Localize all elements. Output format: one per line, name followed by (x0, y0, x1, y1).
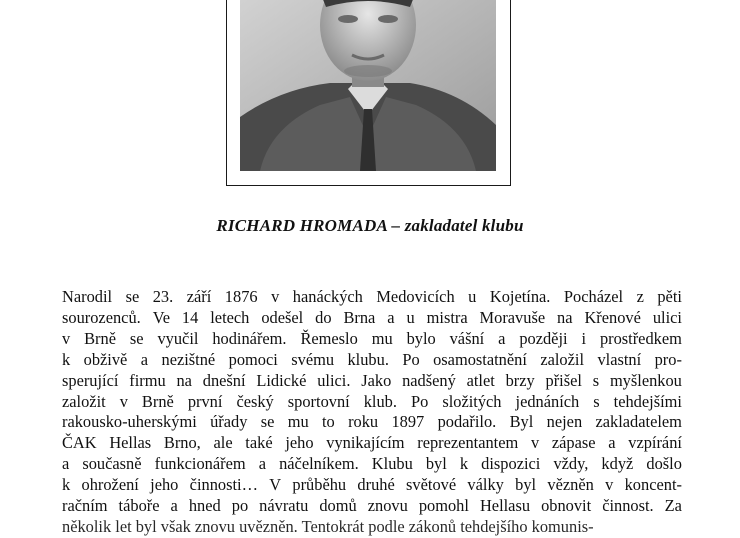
word: v (530, 433, 540, 453)
word: roku (348, 412, 379, 432)
word: táboře (118, 496, 160, 516)
word: ulici. (317, 370, 351, 390)
word: se (260, 412, 275, 432)
word: ohrožení (81, 475, 139, 495)
text-line (62, 392, 682, 413)
word: 1897 (391, 412, 425, 432)
word: hanáckých (292, 287, 363, 306)
word: nezištné (161, 349, 216, 369)
word: český (236, 391, 274, 411)
word: a (258, 454, 266, 474)
word: 23. (152, 287, 174, 306)
word: zápase (551, 433, 596, 453)
word: byl (515, 475, 537, 495)
word: na (557, 307, 573, 327)
word: činnost. (602, 496, 654, 516)
word: činnosti… (189, 475, 258, 495)
word: Jako (361, 370, 392, 390)
word: současně (82, 454, 142, 474)
word: Kojetína. (489, 287, 551, 306)
word: klubu. (347, 349, 389, 369)
word: pomohl (418, 496, 469, 516)
word: 1876 (224, 287, 258, 306)
word: vězněn (547, 475, 594, 495)
word: založil (540, 349, 585, 369)
word: a (387, 307, 395, 327)
word: mu (371, 328, 393, 348)
word: Řemeslo (300, 328, 358, 348)
word: složitých (442, 391, 502, 411)
word: a (170, 496, 178, 516)
word: sperující (62, 370, 119, 390)
word: prostředkem (599, 328, 682, 348)
portrait-frame (226, 0, 511, 186)
word: dispozici (481, 454, 541, 474)
word: u (468, 287, 477, 306)
word: hodinářem. (212, 328, 287, 348)
word: války (467, 475, 504, 495)
photo-caption (0, 216, 740, 236)
word: hned (188, 496, 221, 516)
text-line (62, 308, 682, 329)
caption-subtitle: zakladatel klubu (404, 216, 524, 235)
word: nadšený (402, 370, 456, 390)
word: ale (213, 433, 233, 453)
word: z (636, 287, 644, 306)
word: došlo (646, 454, 682, 474)
word: v (605, 475, 614, 495)
word: zakladatelem (595, 412, 682, 432)
word: 14 (181, 307, 199, 327)
word: do (315, 307, 332, 327)
text-line (62, 517, 682, 538)
word: druhé (357, 475, 395, 495)
word: Hellas (109, 433, 152, 453)
word: a (608, 433, 616, 453)
word: Brno, (163, 433, 201, 453)
text-line (62, 475, 682, 496)
word: také (245, 433, 273, 453)
word: to (322, 412, 335, 432)
word: Za (664, 496, 682, 516)
word: a (140, 349, 149, 369)
portrait-image (240, 0, 496, 171)
text-line (62, 433, 682, 454)
text-line (62, 412, 682, 433)
word: sportovní (287, 391, 350, 411)
word: vždy, (553, 454, 589, 474)
word: světové (406, 475, 457, 495)
word: firmu (129, 370, 166, 390)
word: založit (62, 391, 106, 411)
word: sourozenců. (62, 307, 141, 327)
text-line (62, 329, 682, 350)
word: Medovicích (376, 287, 455, 306)
word: průběhu (292, 475, 347, 495)
word: obživě (83, 349, 128, 369)
word: i (581, 328, 587, 348)
word: odešel (261, 307, 304, 327)
word: obnovit (541, 496, 592, 516)
word: vášní (449, 328, 485, 348)
word: první (187, 391, 223, 411)
word: vyučil (157, 328, 199, 348)
word: mistra (426, 307, 468, 327)
word: a (62, 454, 70, 474)
word: Křenové (584, 307, 641, 327)
word: mu (287, 412, 309, 432)
word: Lidické (256, 370, 307, 390)
word: Narodil (62, 287, 113, 306)
word: po (231, 496, 249, 516)
word: znovu (367, 496, 408, 516)
word: k (62, 349, 71, 369)
portrait-photo (240, 0, 496, 171)
word: reprezentantem (417, 433, 519, 453)
word: koncent- (624, 475, 682, 495)
word: jeho (285, 433, 314, 453)
word: ulici (652, 307, 682, 327)
word: klub. (363, 391, 397, 411)
word: podařilo. (437, 412, 497, 432)
word: vzpírání (628, 433, 682, 453)
text-line-content: několik let byl však znovu uvězněn. Tentokrát podle zákonů tehdejšího komunis- (62, 516, 594, 536)
word: brzy (505, 370, 535, 390)
word: jednáních (515, 391, 580, 411)
word: osamostatnění (433, 349, 527, 369)
word: Brně (141, 391, 174, 411)
text-line (62, 350, 682, 371)
word: Byl (509, 412, 534, 432)
word: vynikajícím (326, 433, 405, 453)
word: v (271, 287, 280, 306)
word: vlastní (597, 349, 642, 369)
word: Ve (152, 307, 170, 327)
word: přišel (545, 370, 582, 390)
word: na (176, 370, 192, 390)
text-line (62, 371, 682, 392)
biography-paragraph (62, 287, 682, 538)
word: úřady (210, 412, 248, 432)
word: v (62, 328, 71, 348)
word: tehdejšími (613, 391, 682, 411)
word: myšlenkou (609, 370, 682, 390)
word: dnešní (202, 370, 246, 390)
word: rakousko-uherskými (62, 412, 197, 432)
text-line (62, 287, 682, 308)
word: pro- (654, 349, 682, 369)
word: náčelníkem. (279, 454, 359, 474)
word: Po (402, 349, 420, 369)
word: k (459, 454, 469, 474)
text-line (62, 496, 682, 517)
caption-name: RICHARD HROMADA (216, 216, 388, 235)
word: byl (425, 454, 447, 474)
word: se (129, 328, 144, 348)
word: Klubu (371, 454, 413, 474)
word: svému (291, 349, 335, 369)
word: jeho (150, 475, 179, 495)
word: bylo (406, 328, 436, 348)
word: návratu (259, 496, 309, 516)
word: račním (62, 496, 108, 516)
word: funkcionářem (154, 454, 246, 474)
word: později (519, 328, 568, 348)
word: Hellasu (479, 496, 531, 516)
word: pěti (657, 287, 682, 306)
word: Po (410, 391, 429, 411)
word: V (269, 475, 282, 495)
text-line (62, 454, 682, 475)
caption-separator: – (391, 216, 401, 235)
word: s (592, 370, 600, 390)
word: Moravuše (479, 307, 546, 327)
word: Pocházel (563, 287, 624, 306)
word: s (593, 391, 600, 411)
word: a (498, 328, 506, 348)
word: v (119, 391, 128, 411)
word: nejen (546, 412, 583, 432)
word: u (406, 307, 415, 327)
word: pomoci (228, 349, 278, 369)
word: domů (319, 496, 357, 516)
word: atlet (466, 370, 495, 390)
word: letech (210, 307, 250, 327)
word: ČAK (62, 433, 97, 453)
word: Brně (84, 328, 116, 348)
word: k (62, 475, 71, 495)
word: září (186, 287, 212, 306)
word: se (125, 287, 140, 306)
word: Brna (343, 307, 376, 327)
word: když (601, 454, 634, 474)
